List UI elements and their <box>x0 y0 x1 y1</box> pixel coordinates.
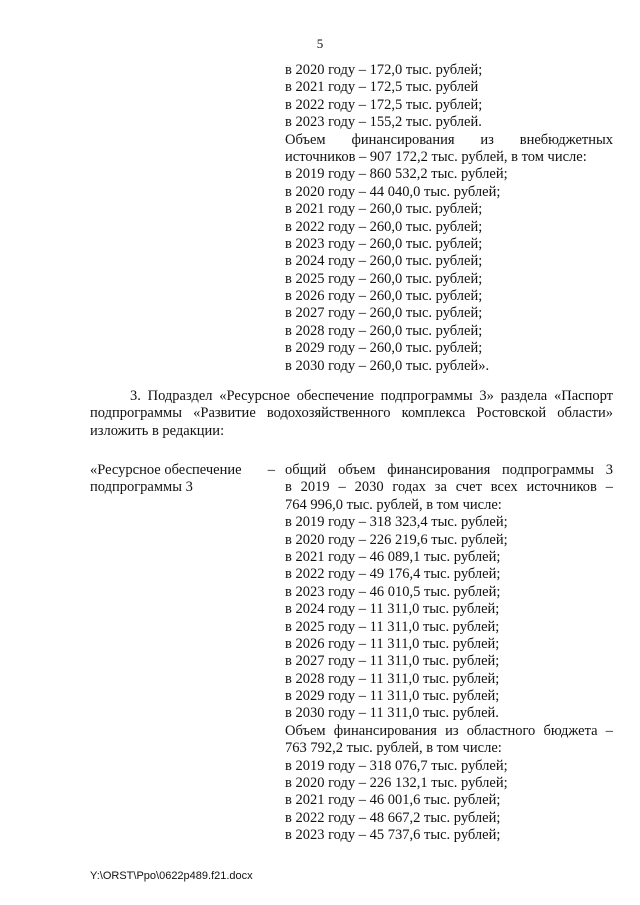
paragraph-line: подпрограммы «Развитие водохозяйственного комплекса Ростовской области» <box>90 405 613 422</box>
funding-line: в 2024 году – 260,0 тыс. рублей; <box>285 253 483 270</box>
funding-line: в 2024 году – 11 311,0 тыс. рублей; <box>285 601 500 618</box>
resource-label <box>90 462 275 497</box>
funding-line: 764 996,0 тыс. рублей, в том числе: <box>285 496 502 513</box>
file-path-footer: Y:\ORST\Ppo\0622p489.f21.docx <box>90 870 253 882</box>
funding-line: в 2022 году – 172,5 тыс. рублей; <box>285 96 483 113</box>
funding-line: в 2020 году – 226 132,1 тыс. рублей; <box>285 775 508 792</box>
funding-line: в 2025 году – 11 311,0 тыс. рублей; <box>285 618 500 635</box>
funding-line: в 2021 году – 46 001,6 тыс. рублей; <box>285 792 501 809</box>
funding-line: в 2021 году – 172,5 тыс. рублей <box>285 79 479 96</box>
funding-line: в 2021 году – 260,0 тыс. рублей; <box>285 201 483 218</box>
paragraph-line: изложить в редакции: <box>90 422 225 439</box>
funding-line: в 2028 году – 11 311,0 тыс. рублей; <box>285 670 500 687</box>
funding-line: в 2021 году – 46 089,1 тыс. рублей; <box>285 548 501 565</box>
subprogram-3-funding <box>285 462 613 845</box>
funding-line: Объем финансирования из областного бюджета – <box>285 722 613 739</box>
funding-line: в 2019 – 2030 годах за счет всех источников – <box>285 479 613 496</box>
page-number: 5 <box>316 36 324 51</box>
label-dash: – <box>267 462 275 478</box>
funding-line: в 2020 году – 44 040,0 тыс. рублей; <box>285 183 501 200</box>
resource-label-line: «Ресурсное обеспечение <box>90 462 242 478</box>
funding-line: в 2030 году – 260,0 тыс. рублей». <box>285 357 490 374</box>
funding-line: в 2023 году – 155,2 тыс. рублей. <box>285 114 482 131</box>
funding-line: 763 792,2 тыс. рублей, в том числе: <box>285 740 502 757</box>
funding-line: в 2025 году – 260,0 тыс. рублей; <box>285 270 483 287</box>
resource-label-line: подпрограммы 3 <box>90 479 193 496</box>
funding-line: в 2026 году – 11 311,0 тыс. рублей; <box>285 635 500 652</box>
funding-line: в 2023 году – 260,0 тыс. рублей; <box>285 235 483 252</box>
funding-line: источников – 907 172,2 тыс. рублей, в том числе: <box>285 148 587 165</box>
funding-line: в 2030 году – 11 311,0 тыс. рублей. <box>285 705 499 722</box>
funding-line: в 2020 году – 226 219,6 тыс. рублей; <box>285 531 508 548</box>
funding-line: в 2022 году – 49 176,4 тыс. рублей; <box>285 566 501 583</box>
funding-line: в 2027 году – 11 311,0 тыс. рублей; <box>285 653 500 670</box>
funding-line: в 2022 году – 260,0 тыс. рублей; <box>285 218 483 235</box>
funding-line: в 2029 году – 11 311,0 тыс. рублей; <box>285 688 500 705</box>
funding-line: в 2029 году – 260,0 тыс. рублей; <box>285 340 483 357</box>
paragraph-3 <box>90 388 613 440</box>
funding-line: в 2019 году – 318 323,4 тыс. рублей; <box>285 514 508 531</box>
funding-line: в 2023 году – 45 737,6 тыс. рублей; <box>285 827 501 844</box>
funding-line: в 2027 году – 260,0 тыс. рублей; <box>285 305 483 322</box>
funding-line: в 2022 году – 48 667,2 тыс. рублей; <box>285 809 501 826</box>
funding-line: в 2020 году – 172,0 тыс. рублей; <box>285 62 483 78</box>
funding-line: Объем финансирования из внебюджетных <box>285 131 613 148</box>
funding-line: в 2028 году – 260,0 тыс. рублей; <box>285 322 483 339</box>
funding-line: общий объем финансирования подпрограммы 3 <box>285 462 613 478</box>
funding-line: в 2019 году – 860 532,2 тыс. рублей; <box>285 166 508 183</box>
funding-list-continued <box>285 62 613 375</box>
paragraph-line: 3. Подраздел «Ресурсное обеспечение подпрограммы 3» раздела «Паспорт <box>130 388 613 404</box>
funding-line: в 2023 году – 46 010,5 тыс. рублей; <box>285 583 501 600</box>
funding-line: в 2026 году – 260,0 тыс. рублей; <box>285 288 483 305</box>
funding-line: в 2019 году – 318 076,7 тыс. рублей; <box>285 757 508 774</box>
